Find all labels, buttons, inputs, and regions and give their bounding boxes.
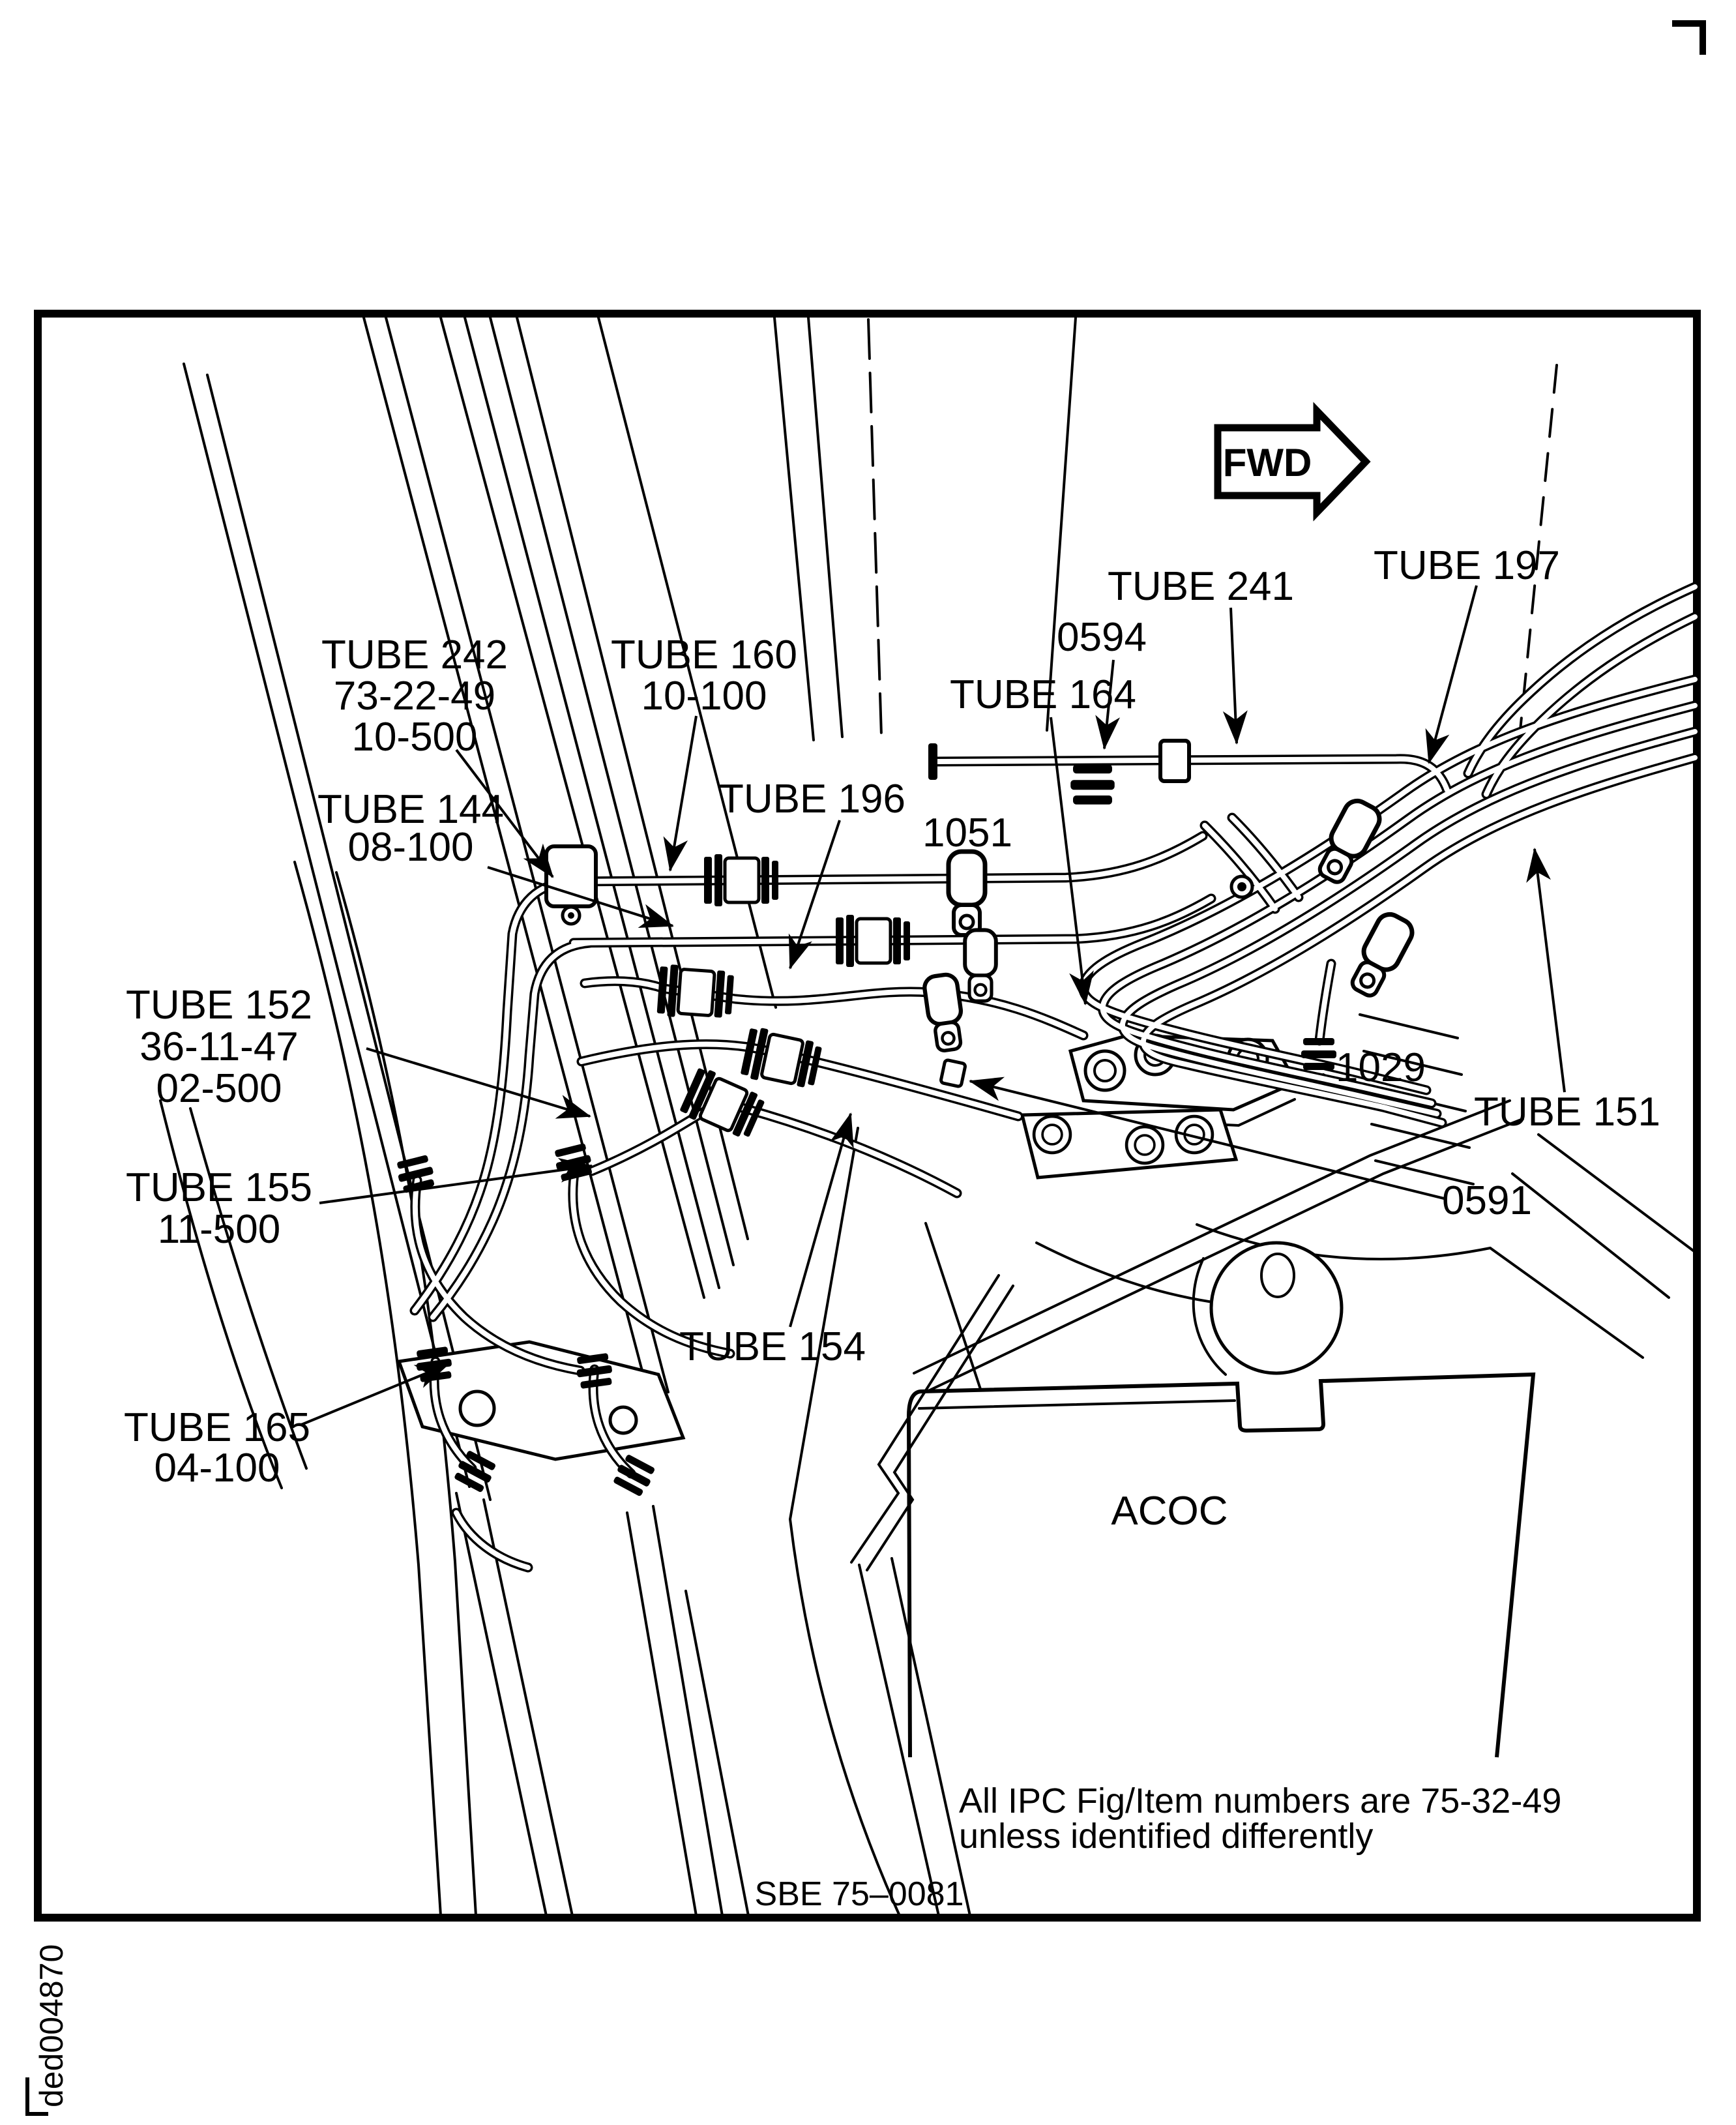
leader-tube196 — [790, 820, 840, 968]
label-tube165: TUBE 165 — [123, 1405, 311, 1450]
label-tube160: TUBE 160 — [610, 632, 798, 677]
label-tube196: TUBE 196 — [718, 777, 906, 822]
clamp — [1345, 910, 1417, 1000]
fitting-0594 — [1070, 765, 1115, 805]
leader-tube152 — [366, 1048, 590, 1116]
fwd-direction-arrow — [1218, 411, 1366, 513]
washer-stack — [575, 1352, 614, 1389]
label-tube242: TUBE 242 — [321, 632, 508, 677]
label-tube154: TUBE 154 — [679, 1324, 866, 1369]
label-tube144: TUBE 144 — [317, 787, 505, 832]
label-tube152: TUBE 152 — [125, 983, 313, 1028]
label-tube241: TUBE 241 — [1107, 564, 1295, 609]
label-1029: 1029 — [1336, 1045, 1426, 1090]
label-tube151: TUBE 151 — [1473, 1090, 1661, 1135]
coupling — [836, 915, 910, 967]
label-acoc: ACOC — [1111, 1489, 1228, 1534]
clip-0591 — [941, 1060, 966, 1087]
leader-tube151 — [1535, 849, 1565, 1092]
label-tube155: TUBE 155 — [125, 1165, 313, 1210]
label-tube164: TUBE 164 — [949, 672, 1137, 717]
crop-mark — [1672, 23, 1703, 55]
doc-id-code: ded004870 — [33, 1944, 70, 2107]
fitting-1029 — [1301, 1038, 1336, 1070]
drawing-number: SBE 75–0081 — [754, 1875, 964, 1913]
tube-end-cap — [928, 743, 937, 780]
leader-tube241 — [1231, 608, 1237, 743]
washer-stack — [553, 1142, 595, 1182]
label-tube242-item: 10-500 — [351, 715, 478, 760]
label-tube144-item: 08-100 — [347, 825, 474, 870]
leader-tube155 — [319, 1166, 592, 1203]
label-tube160-item: 10-100 — [641, 674, 767, 719]
label-tube197: TUBE 197 — [1373, 543, 1561, 588]
fwd-arrow-label: FWD — [1222, 441, 1312, 484]
label-tube165-item: 04-100 — [154, 1446, 280, 1491]
union-block — [1160, 741, 1189, 781]
label-tube152-item: 02-500 — [156, 1066, 282, 1111]
label-0594: 0594 — [1057, 615, 1147, 660]
clamp — [965, 930, 996, 1001]
leader-tube160 — [670, 716, 696, 870]
gearbox-boss — [1211, 1243, 1342, 1373]
label-tube152-fig: 36-11-47 — [140, 1024, 299, 1069]
label-tube155-item: 11-500 — [157, 1207, 281, 1252]
bulkhead-block — [546, 846, 596, 906]
ipc-note-line1: All IPC Fig/Item numbers are 75-32-49 — [959, 1781, 1562, 1820]
label-tube242-fig: 73-22-49 — [333, 674, 496, 719]
clamp-1051 — [949, 852, 985, 935]
acoc-panel — [909, 1375, 1533, 1757]
label-1051: 1051 — [922, 810, 1012, 855]
ipc-note-line2: unless identified differently — [959, 1817, 1374, 1856]
label-0591: 0591 — [1442, 1178, 1532, 1223]
clamp — [923, 973, 966, 1052]
coupling — [704, 854, 778, 906]
leader-tube197 — [1429, 586, 1477, 763]
